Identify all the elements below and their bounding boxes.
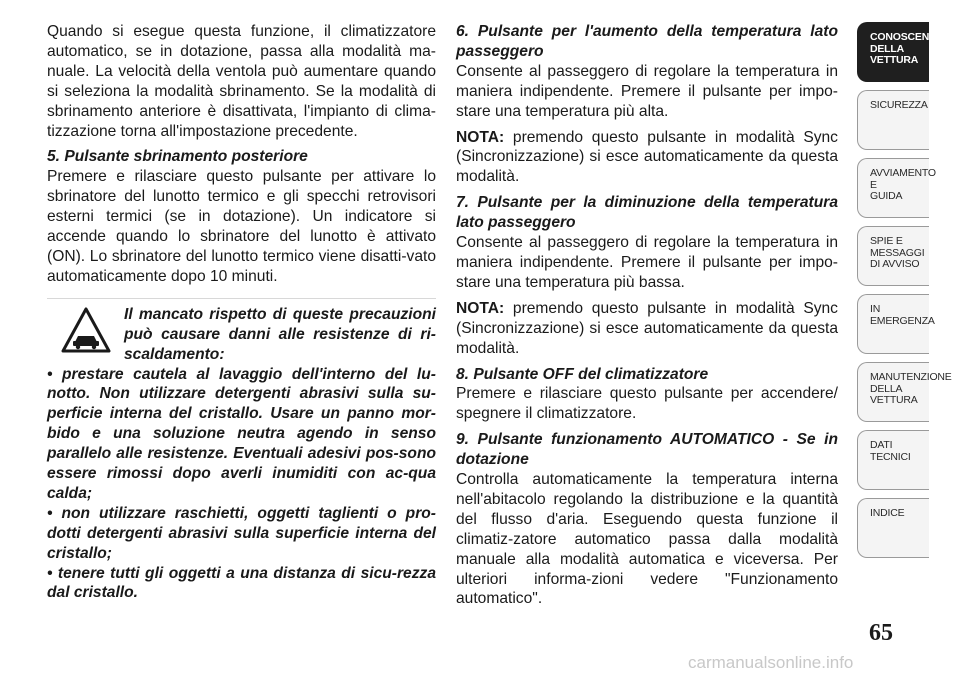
tab-indice[interactable] [857, 498, 929, 558]
tab-conoscenza-della-vettura[interactable] [857, 22, 943, 82]
tab-label: SPIE E MESSAGGI DI AVVISO [870, 235, 925, 270]
tab-label: DATI TECNICI [870, 439, 911, 463]
right-column [456, 22, 838, 609]
section8-title: 8. Pulsante OFF del climatizzatore [456, 365, 709, 383]
warning-triangle-car-icon [61, 307, 111, 353]
section7-text: Consente al passeggero di regolare la temperatura in maniera indipendente. Premere il pulsante per impo-stare una temperatura più bassa. [456, 234, 838, 291]
note-2-text: premendo questo pulsante in modalità Sync (Sincronizzazione) si esce automaticamente da questa modalità. [456, 299, 838, 357]
intro-paragraph: Quando si esegue questa funzione, il climatizzatore automatico, se in dotazione, passa alla modalità ma-nuale. La velocità della ventola può aumentare quando si seleziona la modalità sbrinamento. Se la modalità di sbrinamento anteriore è disattivata, l'impianto di clima-tizzazione torna all'impostazione precedente. [47, 23, 436, 140]
note-1-text: premendo questo pulsante in modalità Sync (Sincronizzazione) si esce automaticamente da questa modalità. [456, 128, 838, 186]
warning-bullet: • tenere tutti gli oggetti a una distanza di sicu-rezza dal cristallo. [47, 564, 436, 602]
section9-title: 9. Pulsante funzionamento AUTOMATICO - Se in dotazione [456, 431, 838, 469]
page-number: 65 [869, 620, 893, 646]
section5-text: Premere e rilasciare questo pulsante per attivare lo sbrinatore del lunotto termico e gli specchi retrovisori esterni termici (se in dotazione). Un indicatore si accende quando lo sbrinatore del lunotto è attivato (ON). Lo sbrinatore del lunotto termico viene disatti-vato automaticamente dopo 10 minuti. [47, 168, 436, 285]
tab-label: CONOSCENZA DELLA VETTURA [870, 31, 943, 66]
tab-manutenzione[interactable] [857, 362, 952, 422]
note-label: NOTA: [456, 299, 505, 317]
tab-dati-tecnici[interactable] [857, 430, 929, 490]
tab-label: INDICE [870, 507, 905, 519]
note-2 [456, 299, 838, 359]
section5-title: 5. Pulsante sbrinamento posteriore [47, 148, 308, 166]
note-1 [456, 128, 838, 188]
tab-label: AVVIAMENTO E GUIDA [870, 167, 936, 202]
tab-label: MANUTENZIONE DELLA VETTURA [870, 371, 952, 406]
warning-bullet: • prestare cautela al lavaggio dell'interno del lu-notto. Non utilizzare detergenti abrasivi sulla su-perficie interna del cristallo. Usare un panno mor-bido e una soluzione neutra agendo in senso parallelo alle resistenze. Eventuali adesivi pos-sono essere rimossi dopo averli inumiditi con ac-qua calda; [47, 365, 436, 502]
tab-spie-e-messaggi[interactable] [857, 226, 929, 286]
left-column [47, 22, 436, 603]
tab-label: IN EMERGENZA [870, 303, 935, 327]
section8-text: Premere e rilasciare questo pulsante per accendere/ spegnere il climatizzatore. [456, 385, 838, 423]
section6-text: Consente al passeggero di regolare la temperatura in maniera indipendente. Premere il pulsante per impo-stare una temperatura più alta. [456, 62, 838, 120]
warning-title: Il mancato rispetto di queste precauzioni può causare danni alle resistenze di ri-scaldamento: [124, 305, 436, 363]
note-label: NOTA: [456, 128, 505, 146]
tab-avviamento-e-guida[interactable] [857, 158, 936, 218]
chapter-tabs [857, 22, 952, 566]
warning-box [47, 298, 436, 604]
section9-text: Controlla automaticamente la temperatura interna nell'abitacolo regolando la distribuzione e la quantità del flusso d'aria. Eseguendo questa funzione il climatiz-zatore automatico passa dalla modalità manuale alla modalità automatica e viceversa. Per ulteriori informa-zioni vedere "Funzionamento automatico". [456, 471, 838, 608]
watermark: carmanualsonline.info [688, 653, 854, 672]
section7-title: 7. Pulsante per la diminuzione della temperatura lato passeggero [456, 194, 838, 232]
section6-title: 6. Pulsante per l'aumento della temperatura lato passeggero [456, 23, 838, 60]
warning-bullet: • non utilizzare raschietti, oggetti taglienti o pro-dotti detergenti abrasivi sulla superficie interna del cristallo; [47, 504, 436, 562]
tab-label: SICUREZZA [870, 99, 928, 111]
tab-sicurezza[interactable] [857, 90, 929, 150]
tab-in-emergenza[interactable] [857, 294, 935, 354]
